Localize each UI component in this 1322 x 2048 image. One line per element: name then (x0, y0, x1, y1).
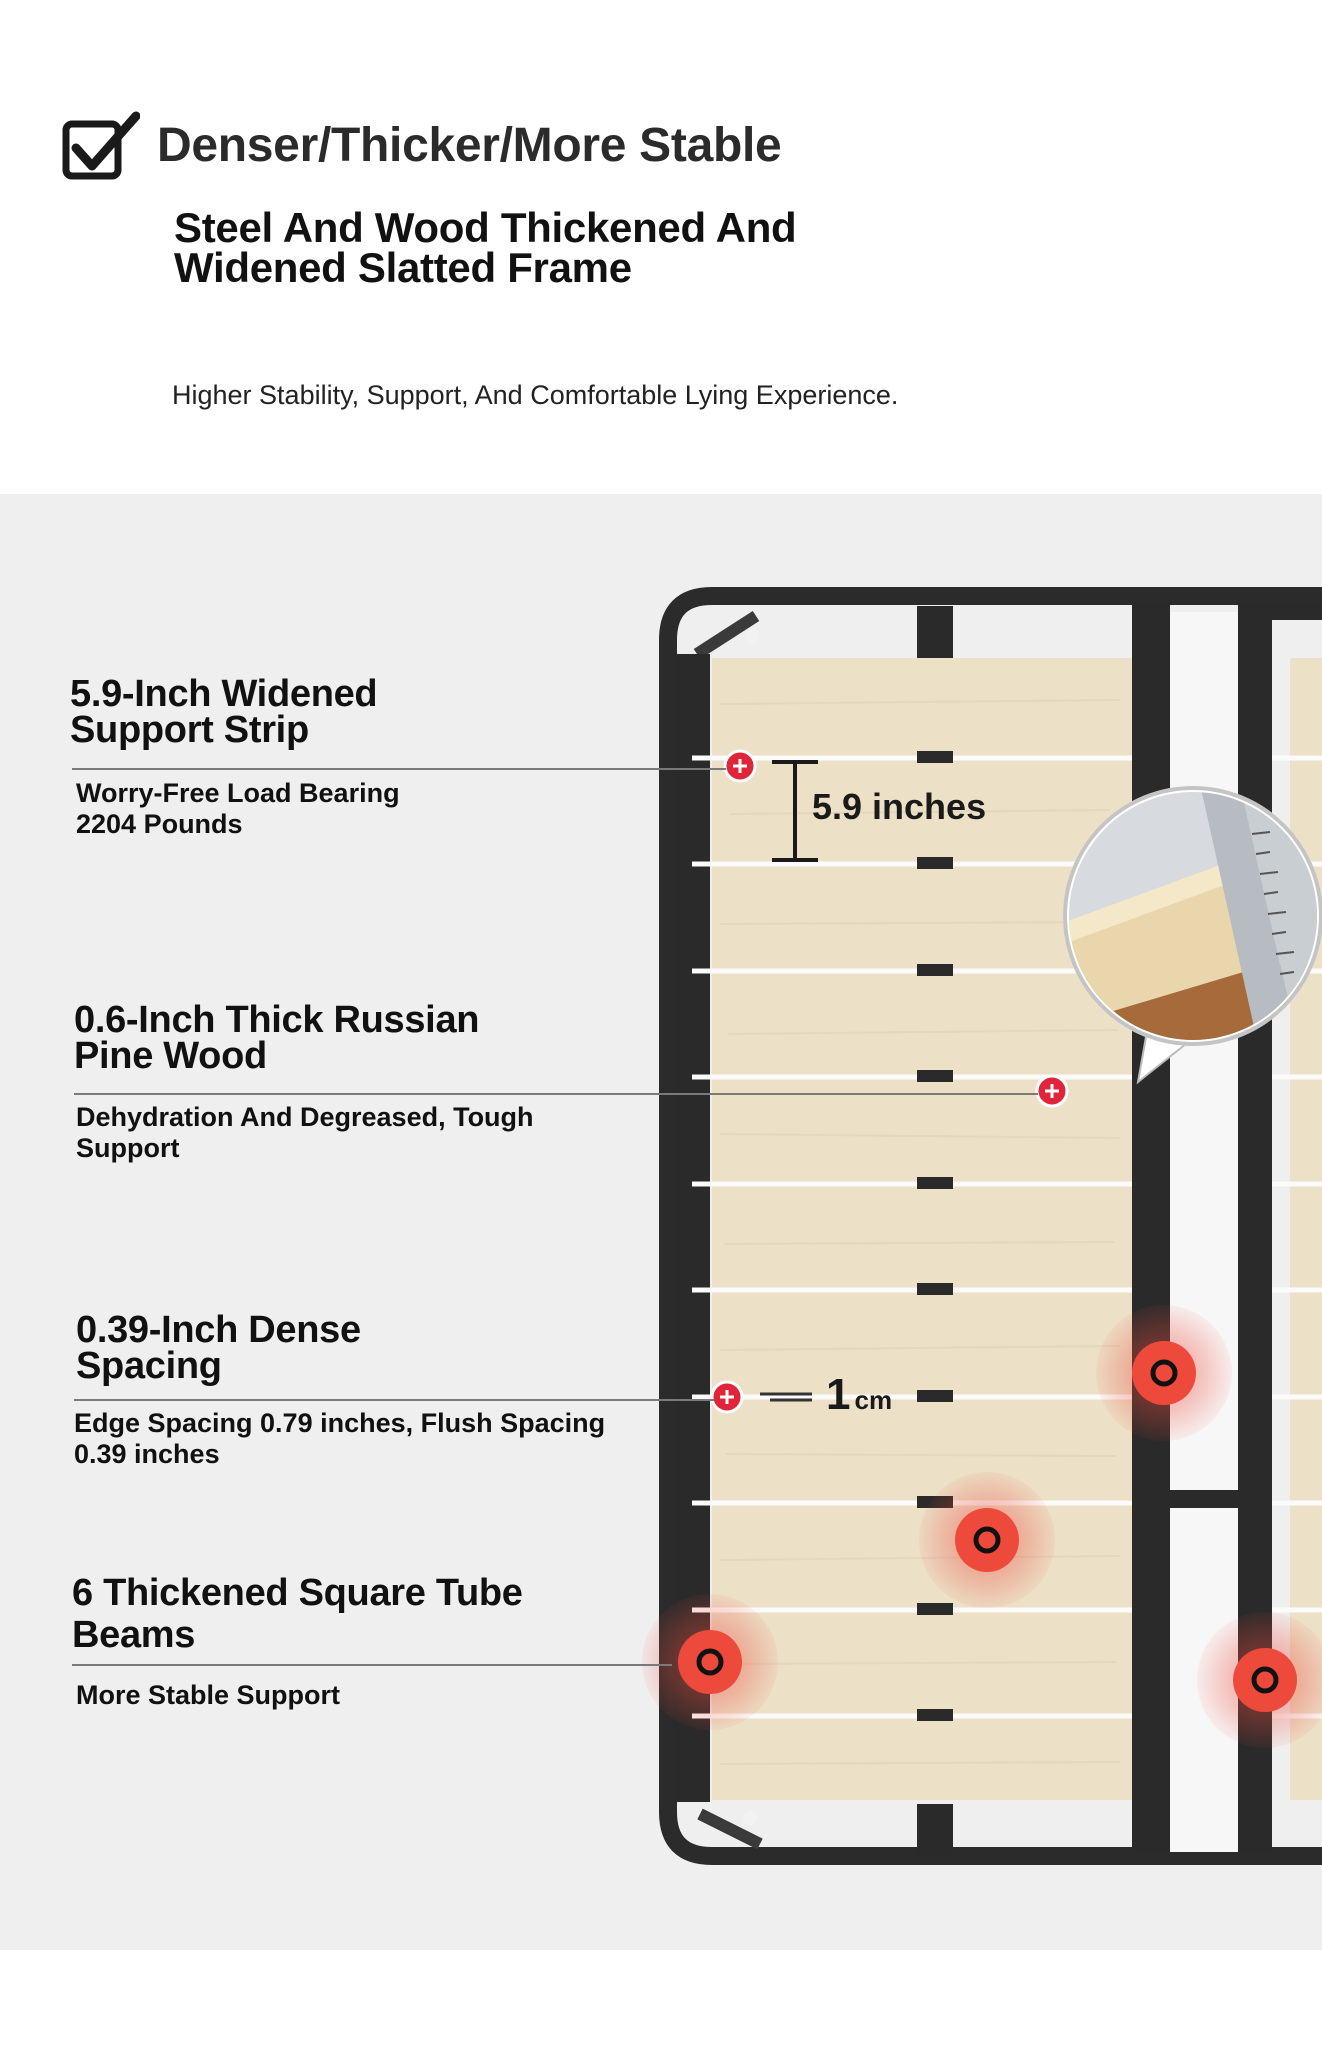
plus-marker-icon (712, 1382, 742, 1412)
beam-marker-icon (642, 1594, 778, 1730)
feature-desc-2: Dehydration And Degreased, Tough Support (76, 1102, 534, 1163)
gap-unit: cm (854, 1385, 893, 1415)
gap-label (826, 1370, 892, 1420)
callout-line-1 (72, 768, 726, 770)
callout-line-2 (74, 1093, 1038, 1095)
feature-title-1: 5.9-Inch Widened Support Strip (70, 673, 378, 751)
slat-width-label: 5.9 inches (812, 786, 987, 827)
subheadline: Steel And Wood Thickened And Widened Slatted Frame (174, 204, 797, 291)
tagline: Higher Stability, Support, And Comfortable Lying Experience. (172, 380, 899, 410)
feature-desc-1: Worry-Free Load Bearing 2204 Pounds (76, 778, 400, 839)
headline: Denser/Thicker/More Stable (157, 119, 782, 172)
plus-marker-icon (725, 751, 755, 781)
feature-desc-4: More Stable Support (76, 1680, 341, 1710)
checkbox-check-icon (62, 110, 140, 180)
beam-marker-icon (1096, 1305, 1232, 1441)
feature-title-2: 0.6-Inch Thick Russian Pine Wood (74, 999, 480, 1077)
plus-marker-icon (1037, 1076, 1067, 1106)
feature-desc-3: Edge Spacing 0.79 inches, Flush Spacing 0.39 inches (74, 1408, 606, 1469)
callout-line-3 (74, 1399, 714, 1401)
feature-title-3: 0.39-Inch Dense Spacing (76, 1309, 361, 1387)
feature-title-4: 6 Thickened Square Tube Beams (72, 1572, 523, 1656)
gap-value: 1 (826, 1370, 851, 1419)
callout-line-4 (72, 1664, 672, 1666)
beam-marker-icon (919, 1472, 1055, 1608)
feature-panel (0, 494, 1322, 1950)
